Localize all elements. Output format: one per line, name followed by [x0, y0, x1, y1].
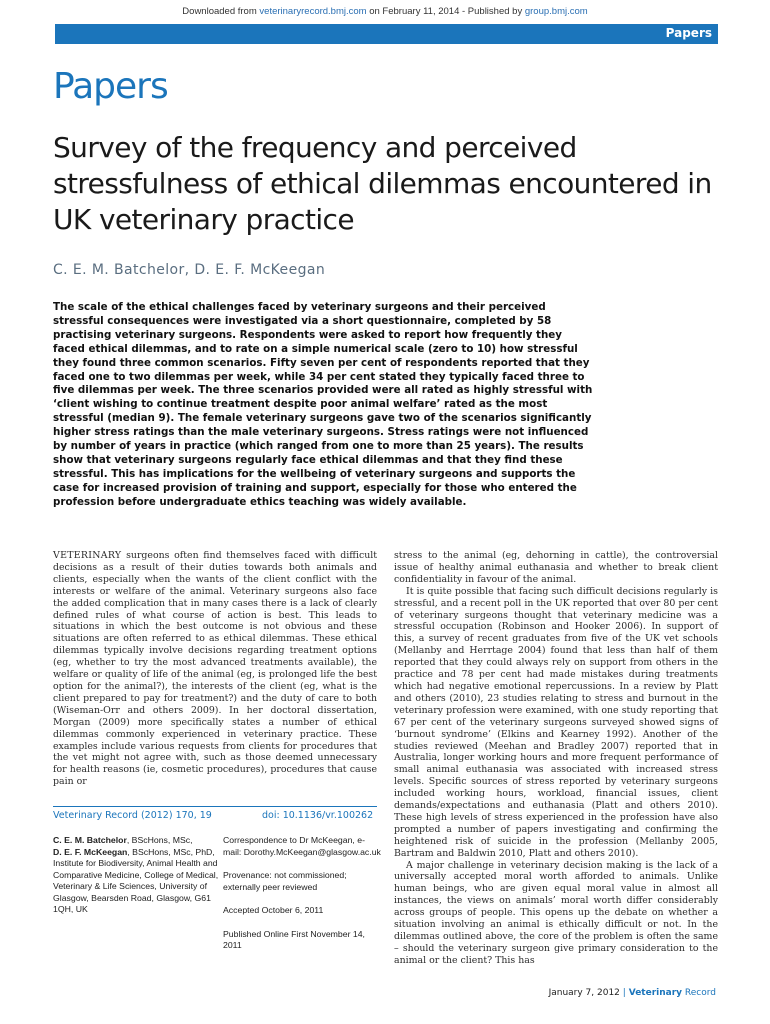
abstract: The scale of the ethical challenges faced by veterinary surgeons and their perceived stressful consequences were investigated via a short questionnaire, completed by 58 practising veterinary surgeons. Respondents were asked to report how frequently they faced ethical dilemmas, and to rate on a simple numerical scale (zero to 10) how stressful they found three common scenarios. Fifty seven per cent of respondents reported that they faced one to two dilemmas per week, while 34 per cent stated they typically faced three to five dilemmas per week. The three scenarios provided were all rated as highly stressful with ‘client wishing to continue treatment despite poor animal welfare’ rated as the most stressful (median 9). The female veterinary surgeons gave two of the scenarios significantly higher stress ratings than the male veterinary surgeons. Stress ratings were not influenced by number of years in practice (which ranged from one to more than 25 years). The results show that veterinary surgeons regularly face ethical dilemmas and that they find these stressful. This has implications for the wellbeing of veterinary surgeons and supports the case for increased provision of training and support, especially for those who entered the profession before undergraduate ethics teaching was widely available. — [53, 301, 593, 508]
page-footer — [549, 988, 716, 998]
info-divider — [53, 806, 377, 807]
correspondence[interactable]: Correspondence to Dr McKeegan, e-mail: Dorothy.McKeegan@glasgow.ac.uk — [223, 835, 381, 857]
lead-word: VETERINARY — [53, 550, 122, 561]
author1-name: C. E. M. Batchelor — [53, 835, 127, 845]
issue-date: January 7, 2012 — [548, 988, 620, 998]
article-title: Survey of the frequency and perceived stressfulness of ethical dilemmas encountered in UK veterinary practice — [53, 131, 712, 236]
download-middle: on February 11, 2014 - Published by — [366, 6, 525, 17]
publisher-link[interactable]: group.bmj.com — [524, 6, 588, 17]
body-column-right — [394, 550, 718, 967]
footer-separator: | — [622, 988, 626, 998]
author1-credit — [53, 835, 221, 847]
body-paragraph: It is quite possible that facing such difficult decisions regularly is stressful, and a recent poll in the UK reported that over 80 per cent of veterinary surgeons thought that veterinary medicine was a stressful occupation (Robinson and Hooker 2006). In support of this, a survey of recent graduates from five of the UK vet schools (Mellanby and Herrtage 2004) found that less than half of them reported that they could always rely on support from others in the practice and 78 per cent had made mistakes during treatments which had negative emotional repercussions. In a review by Platt and others (2010), 23 studies relating to stress and burnout in the veterinary profession were examined, with one study reporting that 67 per cent of the veterinary surgeons surveyed showed signs of ‘burnout syndrome’ (Elkins and Kearney 1992). Another of the studies reviewed (Meehan and Bradley 2007) reported that in Australia, longer working hours and more frequent performance of small animal euthanasia was associated with increased stress levels. Specific sources of stress reported by veterinary surgeons included working hours, workload, financial issues, client demands/expectations and euthanasia (Platt and others 2010). These high levels of stress experienced in the profession have also prompted a number of papers investigating and confirming the heightened risk of suicide in the profession (Mellanby 2005, Bartram and Baldwin 2010, Platt and others 2010). — [394, 585, 718, 859]
article-metadata — [223, 835, 383, 964]
download-prefix: Downloaded from — [182, 6, 260, 17]
published-date: Published Online First November 14, 2011 — [223, 928, 365, 950]
author2-name: D. E. F. McKeegan — [53, 846, 128, 857]
download-notice — [0, 6, 770, 17]
journal-name-first: Veterinary — [628, 988, 683, 998]
accepted-date: Accepted October 6, 2011 — [223, 905, 324, 915]
section-heading: Papers — [53, 66, 168, 107]
author2-quals: , BScHons, MSc, PhD, — [127, 846, 215, 857]
body-column-left — [53, 550, 377, 788]
author1-quals: , BScHons, MSc, — [126, 835, 193, 845]
provenance: Provenance: not commissioned; externally peer reviewed — [223, 870, 347, 892]
body-paragraph: stress to the animal (eg, dehorning in cattle), the controversial issue of healthy animal euthanasia and whether to break client confidentiality in favour of the animal. — [394, 550, 718, 585]
author-list: C. E. M. Batchelor, D. E. F. McKeegan — [53, 262, 326, 278]
journal-citation: Veterinary Record (2012) 170, 19 — [53, 810, 212, 821]
body-paragraph — [53, 550, 377, 788]
body-paragraph: A major challenge in veterinary decision making is the lack of a universally accepted moral worth afforded to animals. Unlike human beings, who are given equal moral value in almost all instances, the views on animals’ moral worth differ considerably across groups of people. This opens up the debate on whether a situation involving an animal is ethically difficult or not. In the dilemmas outlined above, the core of the problem is often the same – should the veterinary surgeon give primary consideration to the animal or the client? This has — [394, 859, 718, 966]
section-band — [55, 24, 718, 44]
download-site-link[interactable]: veterinaryrecord.bmj.com — [259, 6, 367, 17]
doi-link[interactable]: doi: 10.1136/vr.100262 — [262, 810, 374, 821]
author-affiliations — [53, 835, 221, 916]
section-band-label: Papers — [665, 26, 712, 40]
author2-credit — [53, 847, 221, 859]
affiliation-text: Institute for Biodiversity, Animal Health and Comparative Medicine, College of Medical, Veterinary & Life Sciences, University of Glasgow, Bearsden Road, Glasgow, G61 1QH, UK — [53, 858, 219, 914]
paragraph-text: surgeons often find themselves faced with difficult decisions as a result of their duties towards both animals and clients, especially when the wants of the client conflict with the interests or welfare of the animal. Veterinary surgeons also face the added complication that in many cases there is a lack of clearly defined rules of what course of action is best. This leads to situations in which the best outcome is not obvious and these situations are often referred to as ethical dilemmas. These ethical dilemmas typically involve decisions regarding treatment options (eg, whether to try the most advanced treatments available), the welfare or quality of life of the animal (eg, is prolonged life the best option for the animal?), the interests of the client (eg, what is the client prepared to pay for treatment?) and the duty of care to both (Wiseman-Orr and others 2009). In her doctoral dissertation, Morgan (2009) more specifically states a number of ethical dilemmas commonly experienced in veterinary practice. These examples include various requests from clients for procedures that the vet might not agree with, such as those deemed unnecessary for health reasons (ie, cosmetic procedures), procedures that cause pain or — [53, 550, 377, 788]
journal-name-second: Record — [684, 988, 716, 998]
